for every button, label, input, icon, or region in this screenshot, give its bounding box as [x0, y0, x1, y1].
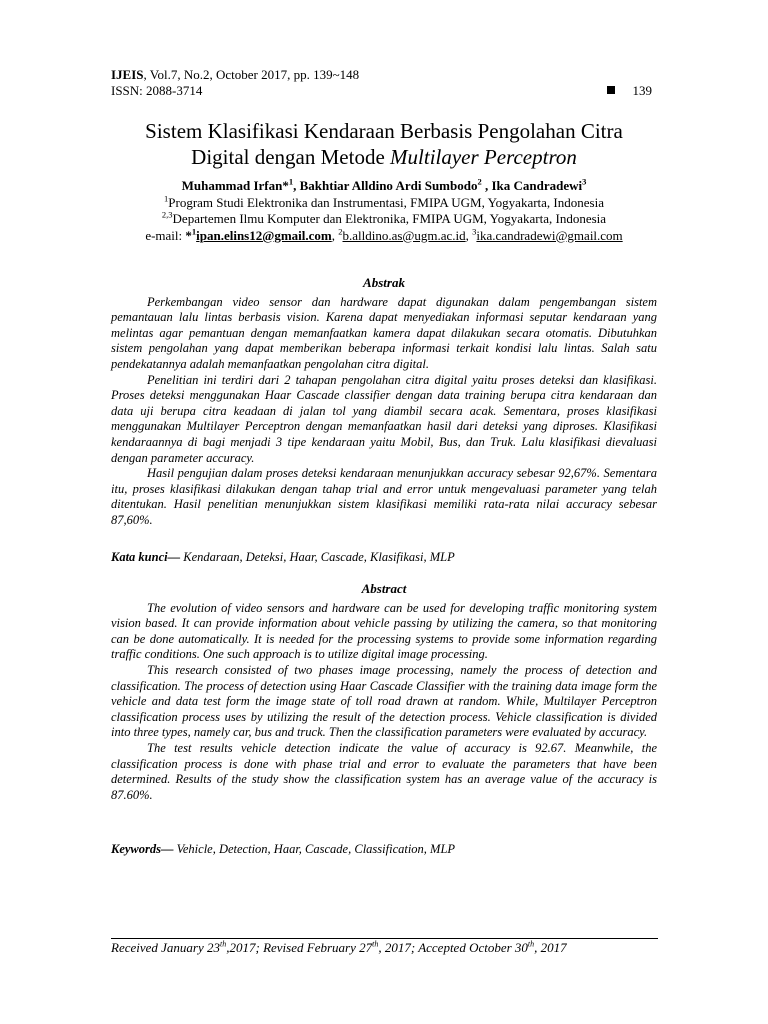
received-sup: th	[220, 939, 227, 949]
title-line-1: Sistem Klasifikasi Kendaraan Berbasis Pengolahan Citra	[145, 119, 623, 143]
square-bullet-icon	[607, 86, 615, 94]
abstrak-section	[111, 275, 657, 529]
kata-kunci-text: Kendaraan, Deteksi, Haar, Cascade, Klasifikasi, MLP	[183, 550, 455, 564]
email-3-link[interactable]: ika.candradewi@gmail.com	[476, 227, 623, 243]
abstract-paragraph: The evolution of video sensors and hardware can be used for developing traffic monitoring system vision based. It can provide information about vehicle passing by utilizing the camera, so that monitoring can be done automatically. It is needed for the processing systems to provide some information regarding traffic conditions. One such approach is to utilize digital image processing.	[111, 600, 657, 662]
footer-year: , 2017	[534, 940, 567, 955]
keywords-dash: —	[161, 842, 177, 856]
abstrak-paragraph: Penelitian ini terdiri dari 2 tahapan pengolahan citra digital yaitu proses deteksi dan klasifikasi. Proses deteksi menggunakan Haar Cascade classifier dengan data training berupa citra kendaraan dan data uji berupa citra keadaan di jalan tol yang diambil secara acak. Sementara, proses klasifikasi menggunakan Multilayer Perceptron dengan memanfaatkan hasil dari deteksi yang diproses. Klasifikasi kendaraannya di bagi menjadi 3 tipe kendaraan yaitu Mobil, Bus, dan Truk. Lalu klasifikasi dievaluasi dengan parameter accuracy.	[111, 372, 657, 465]
paper-title	[40, 118, 728, 170]
email-3-sup: 3	[472, 226, 477, 237]
abstract-paragraph: The test results vehicle detection indicate the value of accuracy is 92.67. Meanwhile, the classification process is done with phase trial and error to evaluate the parameters that have been determined. Results of the study show the classification system has an average value of the accuracy is 87.60%.	[111, 740, 657, 802]
kata-kunci-label: Kata kunci	[111, 550, 168, 564]
accepted-date: , 2017; Accepted October 30	[378, 940, 528, 955]
author-2-sup: 2	[477, 176, 482, 187]
email-label: e-mail:	[145, 227, 186, 243]
email-separator-2: ,	[465, 227, 473, 243]
author-names	[60, 178, 708, 195]
email-1-link[interactable]: ipan.elins12@gmail.com	[196, 227, 332, 243]
page-number-block	[607, 83, 653, 99]
affiliation-2-text: Departemen Ilmu Komputer dan Elektronika, FMIPA UGM, Yogyakarta, Indonesia	[172, 211, 607, 226]
received-date: Received January 23	[111, 940, 221, 955]
footer-divider	[111, 938, 658, 939]
author-2: , Bakhtiar Alldino Ardi Sumbodo	[293, 178, 478, 193]
email-2-link[interactable]: b.alldino.as@ugm.ac.id	[342, 227, 466, 243]
affiliation-2	[60, 211, 708, 228]
abstrak-paragraph: Hasil pengujian dalam proses deteksi kendaraan menunjukkan accuracy sebesar 92,67%. Sementara itu, proses klasifikasi dilakukan dengan tahap trial and error untuk mengevaluasi parameter yang telah ditentukan. Hasil penelitian menunjukkan sistem klasifikasi memiliki rata-rata nilai accuracy sebesar 87,60%.	[111, 466, 657, 527]
issn: ISSN: 2088-3714	[111, 82, 203, 98]
author-1: Muhammad Irfan*	[181, 178, 289, 193]
title-line-2	[40, 144, 728, 170]
received-dates	[111, 940, 567, 956]
keywords	[111, 842, 657, 857]
title-line-2-italic: Multilayer Perceptron	[390, 145, 577, 169]
email-line	[60, 228, 708, 245]
abstract-paragraph: This research consisted of two phases image processing, namely the process of detection and classification. The process of detection using Haar Cascade Classifier with the training data image form the vehicle and data test form the image state of toll road drawn at random. While, Multilayer Perceptron classification process uses by utilizing the result of the detection process. Vehicle classification is divided into three types, namely car, bus and truck. Then the classification parameters were evaluated by accuracy.	[111, 662, 657, 740]
page-number: 139	[632, 83, 652, 98]
keywords-label: Keywords	[111, 842, 161, 856]
author-3: , Ika Candradewi	[481, 178, 583, 193]
affiliation-1-text: Program Studi Elektronika dan Instrumentasi, FMIPA UGM, Yogyakarta, Indonesia	[168, 194, 604, 210]
author-block	[60, 178, 708, 244]
accepted-sup: th	[527, 939, 535, 949]
kata-kunci-dash: —	[167, 550, 184, 564]
revised-sup: th	[372, 939, 379, 949]
abstrak-heading: Abstrak	[363, 275, 405, 290]
citation-text: , Vol.7, No.2, October 2017, pp. 139~148	[143, 67, 360, 82]
email-separator-1: ,	[331, 227, 339, 243]
email-1-sup: 1	[191, 226, 197, 237]
author-1-sup: 1	[288, 176, 294, 187]
affiliation-1-sup: 1	[164, 193, 169, 204]
abstract-section	[111, 581, 657, 803]
kata-kunci	[111, 550, 657, 565]
author-3-sup: 3	[582, 176, 587, 187]
citation-line	[111, 67, 359, 83]
journal-name: IJEIS	[111, 67, 144, 82]
affiliation-1	[60, 195, 708, 212]
email-1-prefix: *	[185, 227, 192, 243]
revised-date: ,2017; Revised February 27	[226, 940, 373, 955]
affiliation-2-sup: 2,3	[161, 209, 173, 220]
email-2-sup: 2	[338, 226, 343, 237]
abstrak-paragraph: Perkembangan video sensor dan hardware dapat digunakan dalam pengembangan sistem pemantauan lalu lintas berbasis vision. Karena dapat menyediakan informasi seputar kendaraan yang melintas agar pemantuan dengan memanfaatkan kamera dapat dilakukan secara otomatis. Dibutuhkan sistem pengolahan yang dapat memberikan beberapa informasi terkait kondisi lalu lintas. Salah satu pendekatannya adalah memanfaatkan pengolahan citra digital.	[111, 294, 657, 371]
abstract-heading: Abstract	[361, 581, 407, 596]
title-line-2-plain: Digital dengan Metode	[191, 145, 391, 169]
running-header	[111, 67, 359, 98]
keywords-text: Vehicle, Detection, Haar, Cascade, Classification, MLP	[176, 842, 456, 856]
